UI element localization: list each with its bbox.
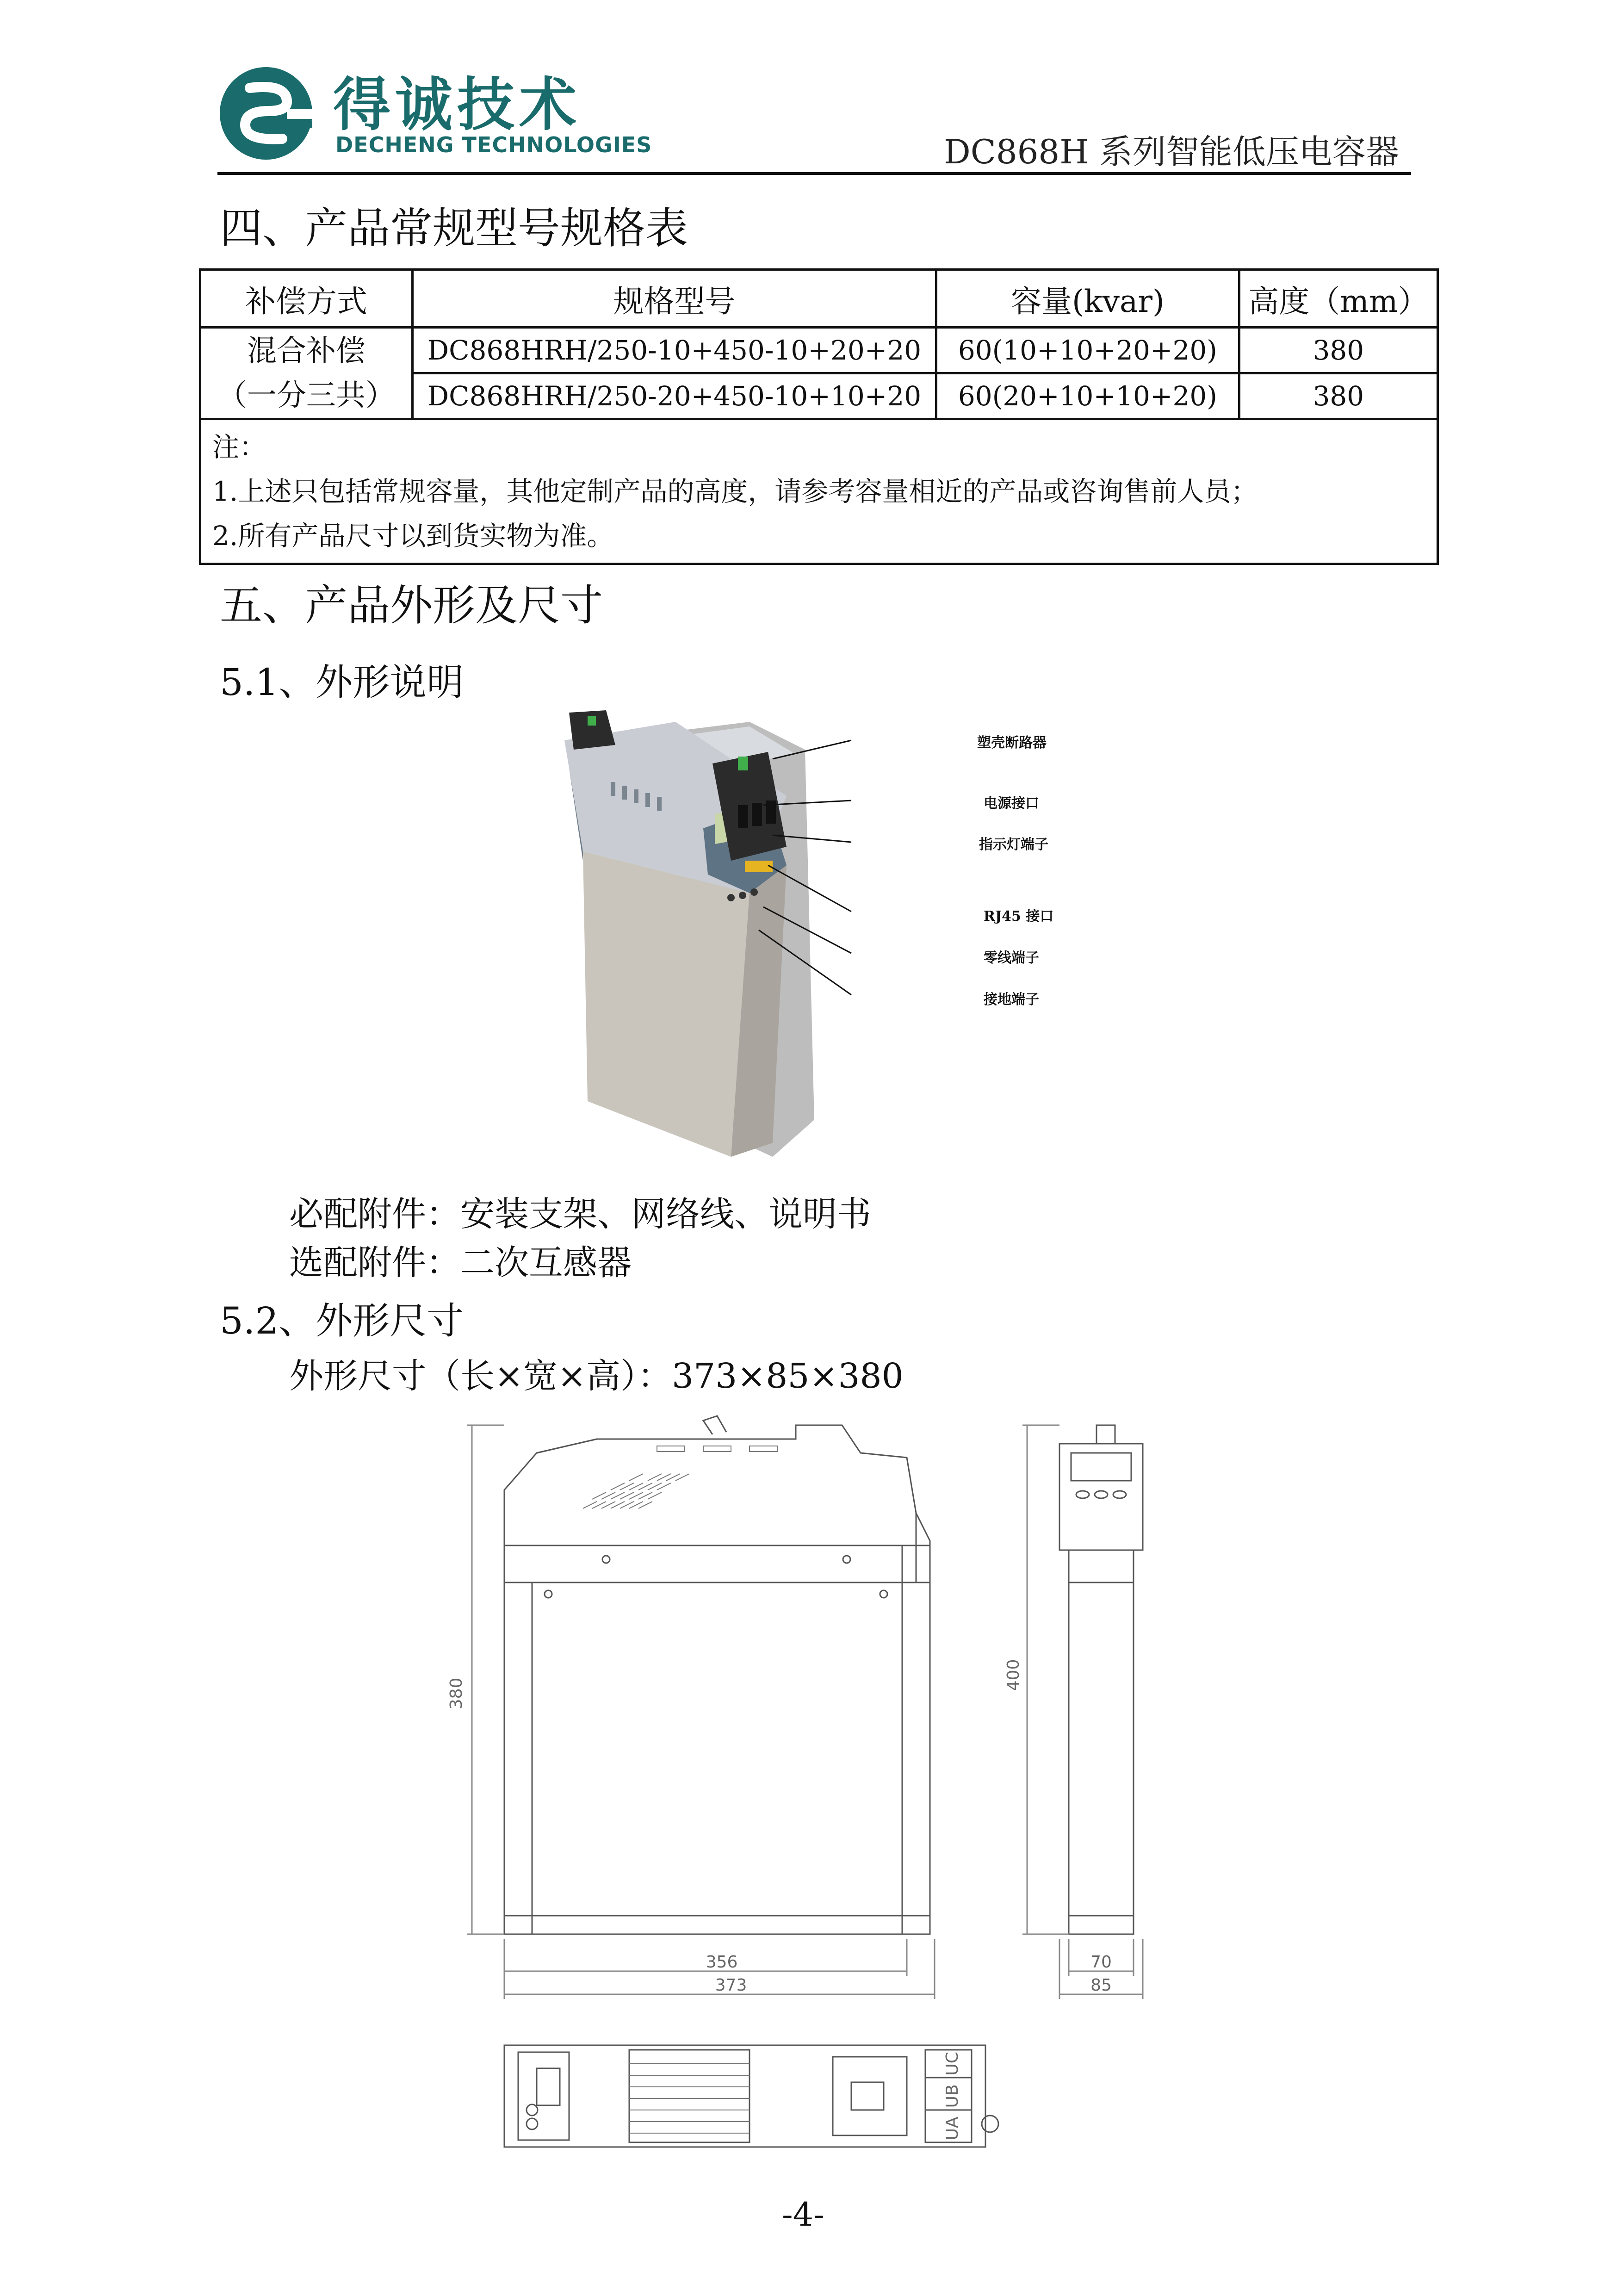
table-note-row [200,419,1438,564]
height-cell: 380 [1239,328,1437,373]
callout-power-port: 电源接口 [984,795,1039,812]
side-outer-width-dim: 85 [1090,1976,1112,1995]
model-cell: DC868HRH/250-10+450-10+20+20 [412,328,936,373]
header-cell: 高度（mm） [1239,270,1437,328]
side-height-dim: 400 [1004,1659,1023,1691]
front-inner-width-dim: 356 [706,1953,738,1972]
note-line: 1.上述只包括常规容量，其他定制产品的高度，请参考容量相近的产品或咨询售前人员； [212,476,1258,507]
side-view-drawing [1004,1407,1194,2008]
note-line: 2.所有产品尺寸以到货实物为准。 [212,520,614,552]
brand-logo-icon [217,65,315,162]
dimensions-text: 外形尺寸（长×宽×高）：373×85×380 [289,1356,904,1396]
front-height-dim: 380 [447,1677,466,1710]
callout-ground-terminal: 接地端子 [984,992,1039,1008]
note-title: 注： [212,431,266,463]
header-rule [217,172,1411,175]
callout-neutral-terminal: 零线端子 [984,950,1039,966]
header-cell: 规格型号 [412,270,936,328]
section5-title: 五、产品外形及尺寸 [220,581,603,630]
product-photo [555,713,1078,1175]
brand-name-cn: 得诚技术 [333,72,582,138]
section4-title: 四、产品常规型号规格表 [220,204,688,253]
header-cell: 容量(kvar) [936,270,1239,328]
side-inner-width-dim: 70 [1090,1953,1112,1972]
brand-name-en: DECHENG TECHNOLOGIES [335,132,652,157]
front-outer-width-dim: 373 [715,1976,747,1995]
category-line: 混合补偿 [247,334,365,368]
capacity-cell: 60(20+10+10+20) [936,373,1239,419]
section5-2-title: 5.2、外形尺寸 [220,1299,464,1342]
header-cell: 补偿方式 [200,270,413,328]
category-line: （一分三共） [217,378,395,413]
top-label-ub: UB [943,2084,962,2108]
accessories-optional: 选配附件：二次互感器 [289,1243,632,1283]
note-cell [200,419,1438,564]
page-number: -4- [782,2196,824,2234]
callout-rj45-port: RJ45 接口 [984,908,1054,925]
table-row [200,328,1438,373]
model-cell: DC868HRH/250-20+450-10+10+20 [412,373,936,419]
document-title: DC868H 系列智能低压电容器 [944,132,1399,171]
callout-indicator-terminal: 指示灯端子 [979,837,1048,853]
category-cell [200,328,413,419]
top-view-drawing [490,2031,1009,2170]
front-view-drawing [444,1407,999,2008]
table-header-row [200,270,1438,328]
top-label-uc: UC [943,2052,962,2076]
height-cell: 380 [1239,373,1437,419]
section5-1-title: 5.1、外形说明 [220,661,464,704]
accessories-required: 必配附件：安装支架、网络线、说明书 [289,1194,871,1234]
capacity-cell: 60(10+10+20+20) [936,328,1239,373]
top-label-ua: UA [943,2116,962,2141]
spec-table [199,268,1439,565]
callout-breaker: 塑壳断路器 [977,735,1047,751]
